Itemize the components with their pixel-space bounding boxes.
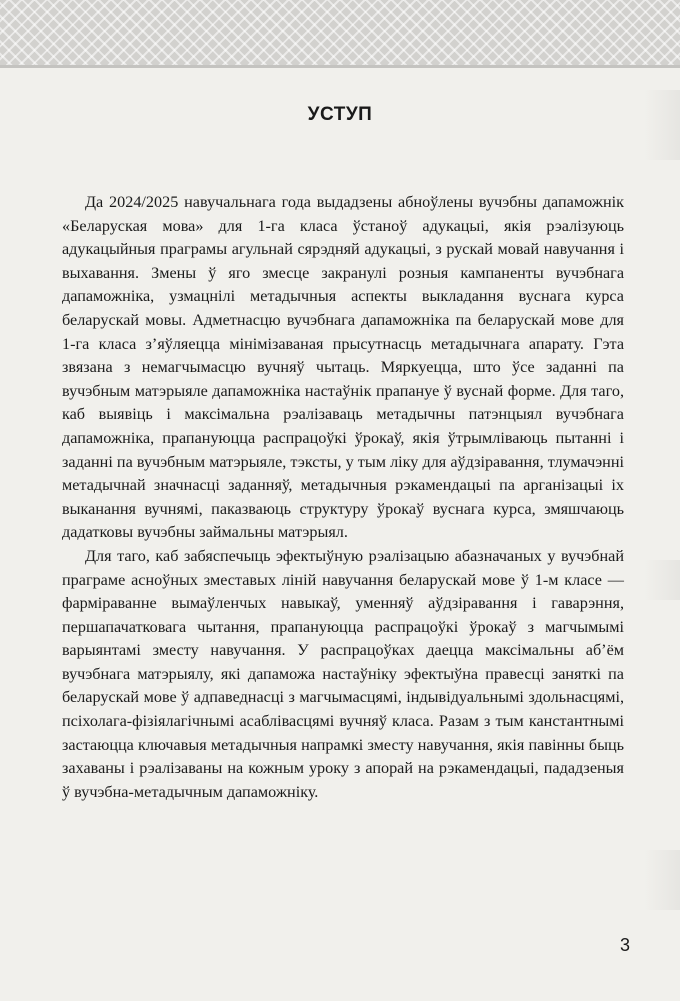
reverse-side-bleed (644, 850, 680, 910)
paragraph-1: Да 2024/2025 навучальнага года выдадзены абноўлены вучэбны дапаможнік «Беларуская мова» для 1-га класа ўстаноў адукацыі, якія рэалізуюць адукацыйныя праграмы агульнай сярэдняй адукацыі, з рускай мовай навучання і выхавання. Змены ў яго змесце закранулі розныя кампаненты вучэбнага дапаможніка, узмацнілі метадычныя аспекты выкладання вуснага курса беларускай мовы. Адметнасцю вучэбнага дапаможніка па беларускай мове для 1-га класа з’яўляецца мінімізаваная прысутнасць метадычнага апарату. Гэта звязана з немагчымасцю вучняў чытаць. Мяркуецца, што ўсе заданні па вучэбным матэрыяле дапаможніка настаўнік прапануе ў вуснай форме. Для таго, каб выявіць і максімальна рэалізаваць метадычны патэнцыял вучэбнага дапаможніка, прапануюцца распрацоўкі ўрокаў, якія ўтрымліваюць пытанні і заданні па вучэбным матэрыяле, тэксты, у тым ліку для аўдзіравання, тлумачэнні метадычнай значнасці заданняў, метадычныя рэкамендацыі па арганізацыі іх выканання вучнямі, паказваюць структуру ўрокаў вуснага курса, змяшчаюць дадатковы вучэбны займальны матэрыял. (62, 193, 624, 542)
reverse-side-bleed (644, 560, 680, 600)
body-text (62, 191, 624, 804)
page-title: УСТУП (307, 104, 373, 125)
paragraph-2: Для таго, каб забяспечыць эфектыўную рэалізацыю абазначаных у вучэбнай праграме асноўных зместавых ліній навучання беларускай мове ў 1-м класе — фарміраванне вымаўленчых навыкаў, уменняў аўдзіравання і гаварэння, першапачатковага чытання, прапануюцца распрацоўкі ўрокаў з магчымымі варыянтамі зместу навучання. У распрацоўках даецца максімальны аб’ём вучэбнага матэрыялу, які дапаможа настаўніку эфектыўна правесці заняткі па беларускай мове ў адпаведнасці з магчымасцямі, індывідуальнымі здольнасцямі, псіхолага-фізіялагічнымі асаблівасцямі вучняў класа. Разам з тым канстантнымі застаюцца ключавыя метадычныя напрамкі зместу навучання, якія павінны быць захаваны і рэалізаваны на кожным уроку з апорай на рэкамендацыі, пададзеныя ў вучэбна-метадычным дапаможніку. (62, 546, 624, 801)
page-number: 3 (619, 935, 630, 955)
ornamental-header-band (0, 0, 680, 68)
